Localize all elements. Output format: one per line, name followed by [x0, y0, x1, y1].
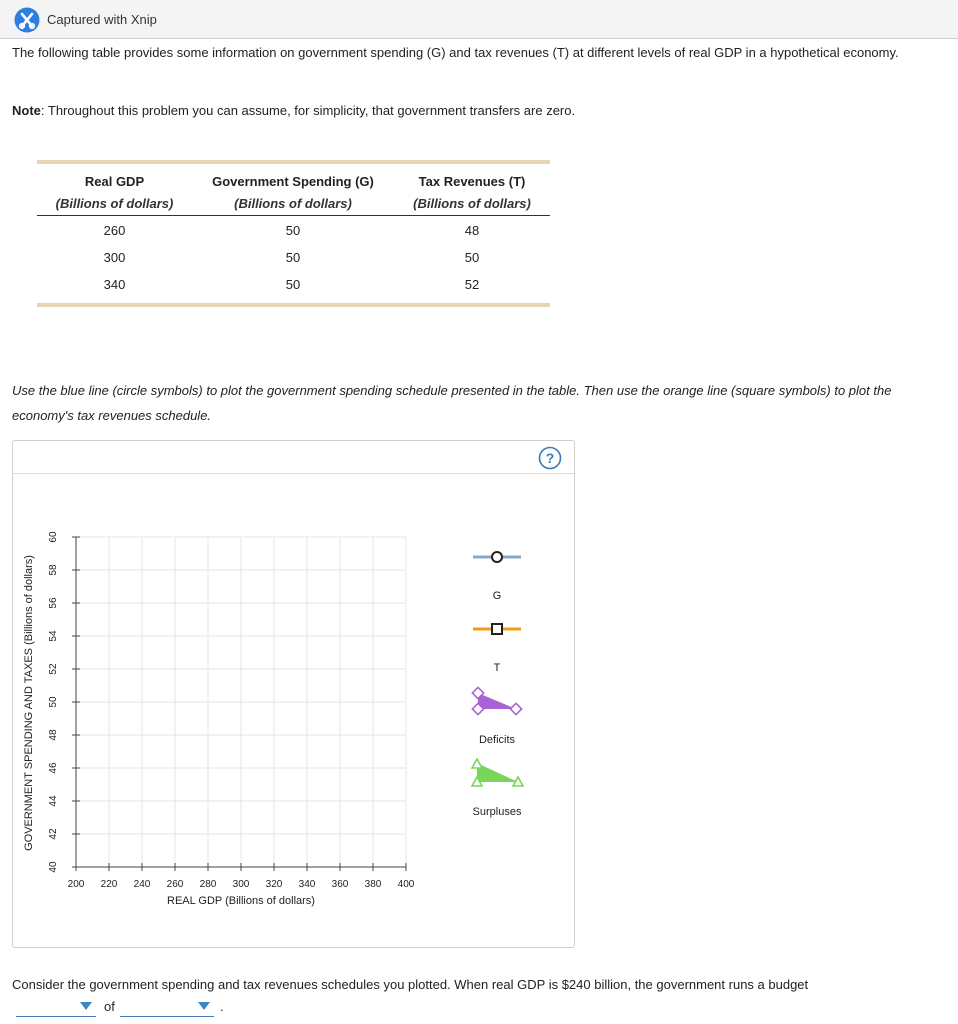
budget-amount-dropdown[interactable]	[120, 998, 214, 1017]
intro-text: The following table provides some information on government spending (G) and tax revenues (T) at different levels of real GDP in a hypothetical economy.	[12, 45, 899, 60]
graph-panel	[12, 440, 575, 948]
g-line-tool[interactable]	[473, 552, 521, 562]
y-tick-label: 54	[48, 630, 59, 642]
y-tick-label: 48	[48, 729, 59, 741]
circle-symbol-icon	[492, 552, 502, 562]
y-tick-label: 58	[48, 564, 59, 576]
table-bottom-rule	[37, 303, 550, 307]
x-tick-label: 280	[199, 879, 217, 890]
note-label: Note	[12, 103, 41, 118]
chevron-down-icon	[80, 1002, 92, 1010]
grid-lines	[76, 537, 406, 867]
table-cell: 48	[464, 223, 480, 238]
y-tick-label: 60	[48, 531, 59, 543]
y-tick-label: 44	[48, 795, 59, 807]
legend-surpluses-label: Surpluses	[472, 806, 522, 818]
y-tick-label: 42	[48, 828, 59, 840]
y-tick-label: 56	[48, 597, 59, 609]
note-text: : Throughout this problem you can assume, for simplicity, that government transfers are zero.	[40, 103, 576, 118]
axes	[72, 537, 406, 871]
table-top-rule	[37, 160, 550, 164]
table-cell: 52	[464, 277, 480, 292]
y-axis-label: GOVERNMENT SPENDING AND TAXES (Billions of dollars)	[23, 555, 35, 851]
table-cell: 340	[103, 277, 126, 292]
xnip-logo-icon	[14, 7, 40, 33]
table-cell: 50	[464, 250, 480, 265]
surpluses-tool[interactable]	[472, 759, 523, 786]
period-text: .	[220, 999, 224, 1014]
note	[12, 100, 575, 122]
x-tick-labels	[68, 879, 415, 890]
x-tick-label: 260	[166, 879, 184, 890]
table-cell: 300	[103, 250, 126, 265]
chevron-down-icon	[198, 1002, 210, 1010]
table-cell: 50	[285, 250, 301, 265]
deficits-shape-icon	[478, 693, 516, 709]
surplus-handle	[472, 759, 482, 768]
col-header-real-gdp: Real GDP	[84, 174, 145, 189]
surpluses-shape-icon	[477, 763, 518, 782]
x-tick-label: 380	[364, 879, 382, 890]
t-line-tool[interactable]	[473, 624, 521, 634]
table-cell: 50	[285, 223, 301, 238]
x-tick-label: 220	[100, 879, 118, 890]
legend-t-label: T	[493, 662, 501, 674]
x-tick-label: 340	[298, 879, 316, 890]
svg-text:?: ?	[545, 450, 555, 466]
col-subheader-real-gdp: (Billions of dollars)	[55, 196, 174, 211]
table-cell: 50	[285, 277, 301, 292]
question-text: Consider the government spending and tax revenues schedules you plotted. When real GDP is $240 billion, the government runs a budget	[12, 977, 809, 992]
deficit-handle	[510, 703, 521, 714]
y-tick-label: 50	[48, 696, 59, 708]
x-tick-label: 320	[265, 879, 283, 890]
x-tick-label: 300	[232, 879, 250, 890]
y-tick-labels	[48, 531, 59, 873]
xnip-title: Captured with Xnip	[47, 12, 157, 27]
x-axis-label: REAL GDP (Billions of dollars)	[167, 895, 315, 907]
graph-area[interactable]	[13, 441, 574, 947]
table-header-rule	[37, 215, 550, 216]
x-tick-label: 400	[397, 879, 415, 890]
col-header-tax-revenues: Tax Revenues (T)	[418, 174, 526, 189]
deficits-tool[interactable]	[472, 687, 521, 714]
col-subheader-tax-revenues: (Billions of dollars)	[413, 196, 531, 211]
square-symbol-icon	[492, 624, 502, 634]
legend-deficits-label: Deficits	[478, 734, 516, 746]
col-header-government-spending: Government Spending (G)	[212, 174, 374, 189]
x-tick-label: 240	[133, 879, 151, 890]
x-tick-label: 200	[67, 879, 85, 890]
of-text: of	[104, 999, 115, 1014]
budget-type-dropdown[interactable]	[16, 998, 96, 1017]
col-subheader-government-spending: (Billions of dollars)	[234, 196, 352, 211]
y-tick-label: 52	[48, 663, 59, 675]
legend-g-label: G	[492, 590, 502, 602]
xnip-capture-bar	[0, 0, 958, 39]
y-tick-label: 46	[48, 762, 59, 774]
y-tick-label: 40	[48, 861, 59, 873]
table-cell: 260	[103, 223, 126, 238]
x-tick-label: 360	[331, 879, 349, 890]
graph-instructions: Use the blue line (circle symbols) to plot the government spending schedule presented in the table. Then use the orange line (square symbols) to plot the economy's tax revenues schedule.	[12, 383, 892, 423]
